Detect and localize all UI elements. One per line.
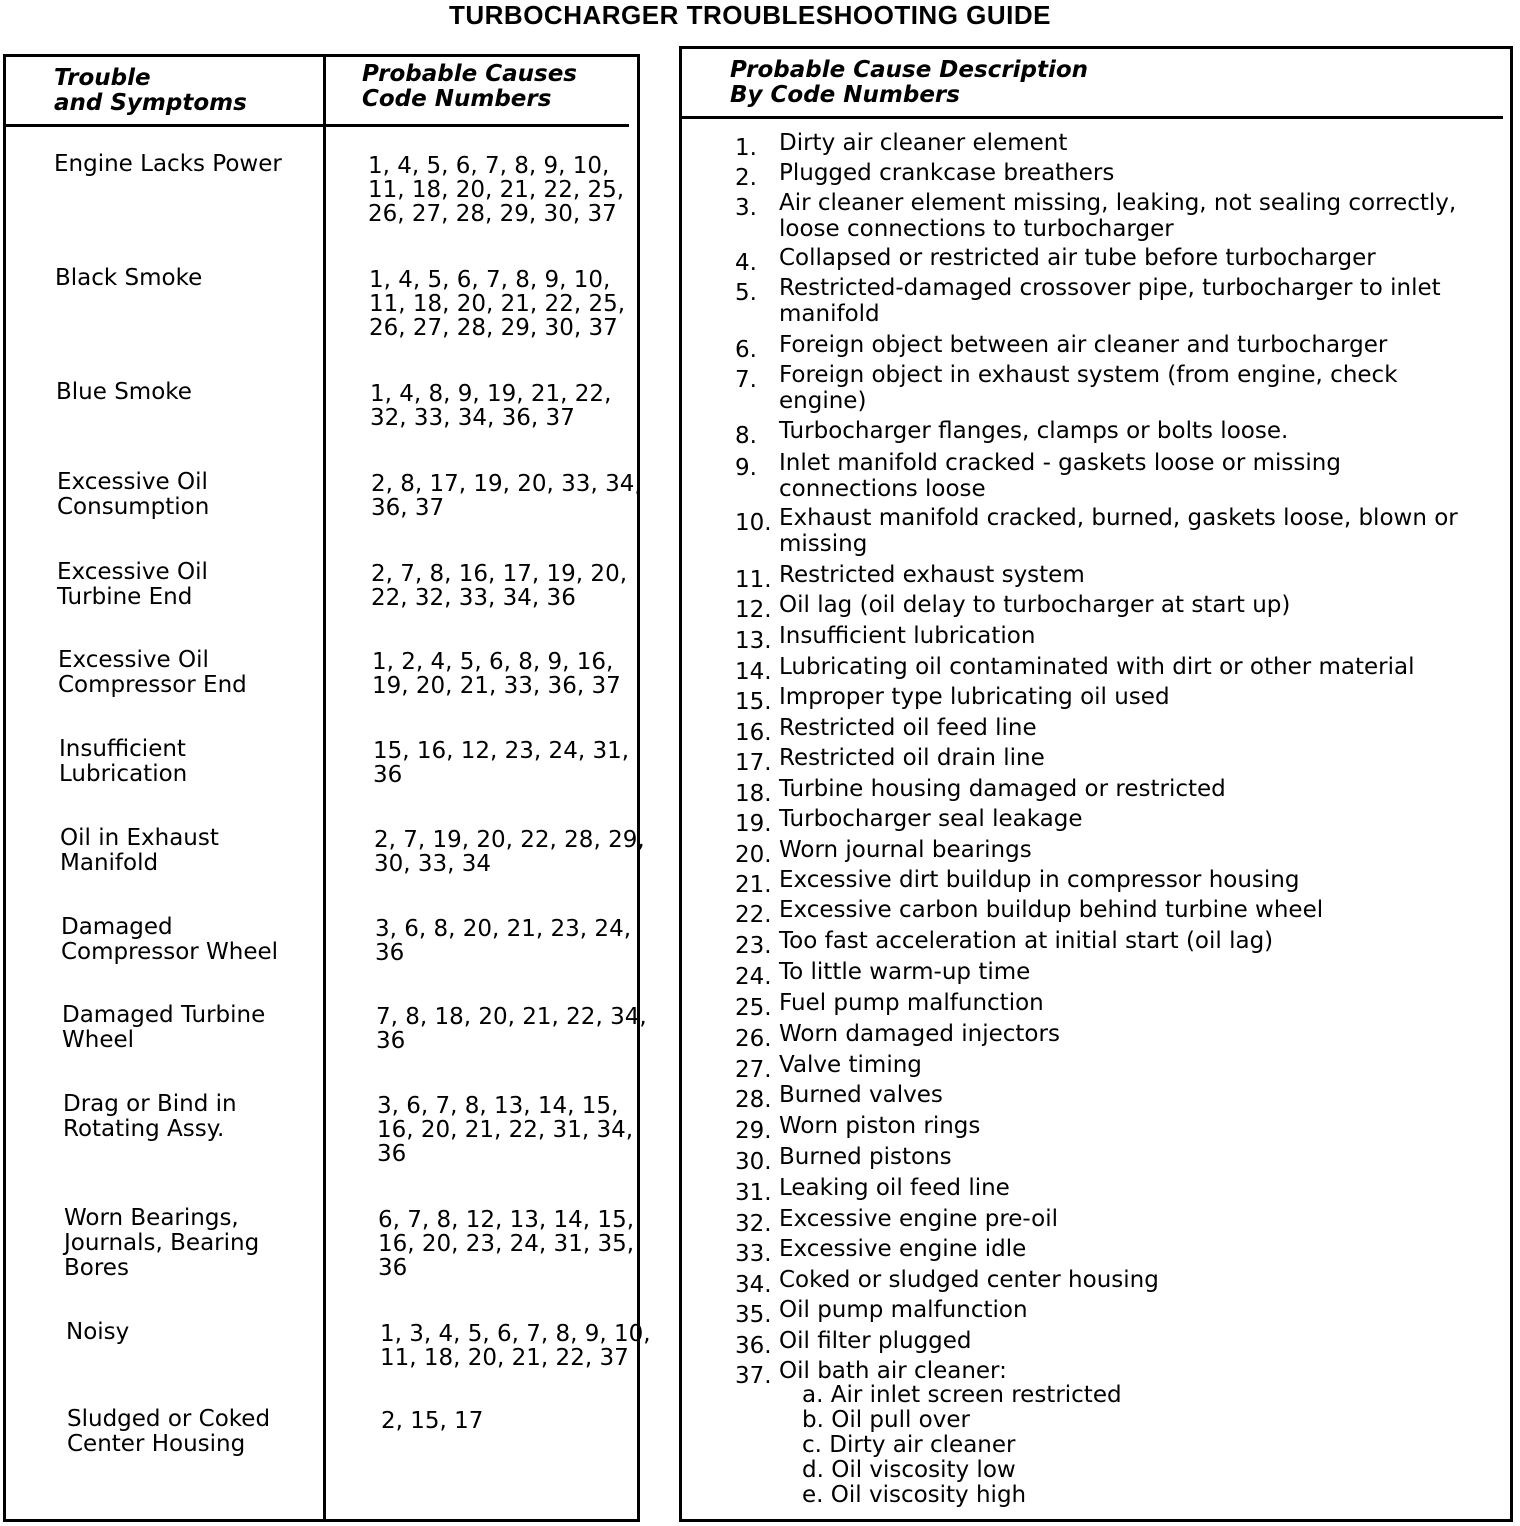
cause-text: Fuel pump malfunction [779,990,1044,1016]
symptom-codes: 15, 16, 12, 23, 24, 31, 36 [373,738,630,788]
cause-37-subitem: b. Oil pull over [802,1407,970,1433]
cause-number: 31. [735,1180,772,1206]
symptom-codes: 1, 2, 4, 5, 6, 8, 9, 16, 19, 20, 21, 33, 36, 37 [372,649,621,699]
cause-text: Excessive engine pre-oil [779,1206,1058,1232]
symptom-codes: 7, 8, 18, 20, 21, 22, 34, 36 [376,1004,647,1054]
cause-number: 36. [735,1333,772,1359]
cause-number: 30. [735,1149,772,1175]
cause-number: 13. [735,628,772,654]
cause-text: Lubricating oil contaminated with dirt or other material [779,654,1415,680]
cause-header-divider [679,116,1503,119]
symptom-codes: 1, 3, 4, 5, 6, 7, 8, 9, 10, 11, 18, 20, 21, 22, 37 [380,1321,651,1371]
cause-text: Leaking oil feed line [779,1175,1010,1201]
symptom-codes: 2, 7, 8, 16, 17, 19, 20, 22, 32, 33, 34, 36 [371,561,628,611]
cause-text: Oil bath air cleaner: [779,1358,1007,1384]
symptom-codes: 1, 4, 5, 6, 7, 8, 9, 10, 11, 18, 20, 21, 22, 25, 26, 27, 28, 29, 30, 37 [368,153,625,227]
cause-number: 6. [735,337,757,363]
cause-text: Excessive dirt buildup in compressor housing [779,867,1300,893]
cause-text: Collapsed or restricted air tube before turbocharger [779,245,1376,271]
cause-number: 23. [735,933,772,959]
symptom-codes: 6, 7, 8, 12, 13, 14, 15, 16, 20, 23, 24, 31, 35, 36 [378,1207,635,1281]
symptom-label: Worn Bearings, Journals, Bearing Bores [64,1205,260,1281]
cause-number: 29. [735,1118,772,1144]
cause-text: Worn journal bearings [779,837,1032,863]
cause-text: Foreign object between air cleaner and turbocharger [779,332,1388,358]
symptom-codes: 2, 7, 19, 20, 22, 28, 29, 30, 33, 34 [374,827,645,877]
cause-number: 33. [735,1241,772,1267]
symptom-codes: 2, 15, 17 [381,1408,484,1434]
cause-text: Oil lag (oil delay to turbocharger at start up) [779,592,1291,618]
cause-number: 18. [735,781,772,807]
cause-text: Air cleaner element missing, leaking, not sealing correctly, loose connections to turbocharger [779,190,1457,242]
symptoms-header-divider [3,124,629,127]
cause-number: 16. [735,720,772,746]
cause-number: 12. [735,597,772,623]
cause-number: 21. [735,872,772,898]
symptom-codes: 3, 6, 8, 20, 21, 23, 24, 36 [375,916,632,966]
cause-text: Coked or sludged center housing [779,1267,1159,1293]
cause-number: 10. [735,510,772,536]
symptom-label: Damaged Compressor Wheel [61,914,279,965]
symptoms-column-divider [323,54,326,1522]
cause-number: 14. [735,659,772,685]
cause-number: 5. [735,280,757,306]
cause-number: 37. [735,1363,772,1389]
cause-text: Restricted exhaust system [779,562,1085,588]
header-probable-causes: Probable Causes Code Numbers [362,61,577,112]
cause-text: Turbocharger seal leakage [779,806,1083,832]
cause-number: 32. [735,1211,772,1237]
cause-text: Worn piston rings [779,1113,981,1139]
cause-text: Restricted-damaged crossover pipe, turbocharger to inlet manifold [779,275,1441,327]
symptom-codes: 1, 4, 8, 9, 19, 21, 22, 32, 33, 34, 36, 37 [370,381,612,431]
symptom-label: Engine Lacks Power [54,151,282,177]
cause-text: Excessive carbon buildup behind turbine wheel [779,897,1324,923]
cause-number: 11. [735,567,772,593]
symptom-label: Blue Smoke [56,379,192,405]
cause-text: To little warm-up time [779,959,1031,985]
cause-number: 17. [735,750,772,776]
cause-text: Improper type lubricating oil used [779,684,1170,710]
symptom-label: Oil in Exhaust Manifold [60,825,219,876]
cause-number: 19. [735,811,772,837]
cause-text: Excessive engine idle [779,1236,1027,1262]
cause-text: Burned valves [779,1082,943,1108]
symptom-label: Excessive Oil Turbine End [57,559,208,610]
cause-text: Turbocharger flanges, clamps or bolts loose. [779,418,1289,444]
cause-37-subitem: a. Air inlet screen restricted [802,1382,1122,1408]
cause-number: 15. [735,689,772,715]
cause-number: 24. [735,964,772,990]
symptom-codes: 3, 6, 7, 8, 13, 14, 15, 16, 20, 21, 22, 31, 34, 36 [377,1093,634,1167]
cause-text: Worn damaged injectors [779,1021,1060,1047]
cause-number: 28. [735,1087,772,1113]
cause-text: Burned pistons [779,1144,952,1170]
cause-number: 34. [735,1272,772,1298]
cause-number: 7. [735,367,757,393]
cause-text: Exhaust manifold cracked, burned, gaskets loose, blown or missing [779,505,1458,557]
symptom-label: Insufficient Lubrication [59,736,188,787]
symptom-label: Black Smoke [55,265,203,291]
cause-text: Too fast acceleration at initial start (oil lag) [779,928,1274,954]
cause-number: 3. [735,195,757,221]
cause-text: Restricted oil feed line [779,715,1037,741]
cause-number: 2. [735,165,757,191]
symptom-codes: 2, 8, 17, 19, 20, 33, 34, 36, 37 [371,471,642,521]
cause-number: 22. [735,902,772,928]
symptom-label: Drag or Bind in Rotating Assy. [63,1091,237,1142]
cause-number: 27. [735,1057,772,1083]
symptom-label: Excessive Oil Consumption [57,469,210,520]
cause-number: 25. [735,995,772,1021]
cause-text: Dirty air cleaner element [779,130,1068,156]
cause-number: 4. [735,250,757,276]
cause-number: 8. [735,423,757,449]
cause-number: 20. [735,842,772,868]
cause-text: Oil filter plugged [779,1328,972,1354]
cause-37-subitem: c. Dirty air cleaner [802,1432,1016,1458]
cause-number: 9. [735,455,757,481]
cause-text: Restricted oil drain line [779,745,1045,771]
cause-text: Oil pump malfunction [779,1297,1028,1323]
cause-37-subitem: d. Oil viscosity low [802,1457,1016,1483]
symptom-label: Damaged Turbine Wheel [62,1002,266,1053]
cause-number: 26. [735,1026,772,1052]
header-trouble-symptoms: Trouble and Symptoms [54,65,247,116]
cause-37-subitem: e. Oil viscosity high [802,1482,1027,1508]
cause-number: 35. [735,1302,772,1328]
cause-text: Turbine housing damaged or restricted [779,776,1226,802]
cause-text: Insufficient lubrication [779,623,1036,649]
cause-text: Inlet manifold cracked - gaskets loose or missing connections loose [779,450,1341,502]
symptom-label: Sludged or Coked Center Housing [67,1406,271,1457]
header-cause-description: Probable Cause Description By Code Numbers [730,57,1089,108]
page-title: TURBOCHARGER TROUBLESHOOTING GUIDE [449,0,1051,30]
symptom-label: Noisy [66,1319,130,1345]
cause-number: 1. [735,135,757,161]
cause-text: Plugged crankcase breathers [779,160,1115,186]
symptom-label: Excessive Oil Compressor End [58,647,247,698]
cause-text: Foreign object in exhaust system (from engine, check engine) [779,362,1398,414]
symptom-codes: 1, 4, 5, 6, 7, 8, 9, 10, 11, 18, 20, 21, 22, 25, 26, 27, 28, 29, 30, 37 [369,267,626,341]
cause-text: Valve timing [779,1052,922,1078]
